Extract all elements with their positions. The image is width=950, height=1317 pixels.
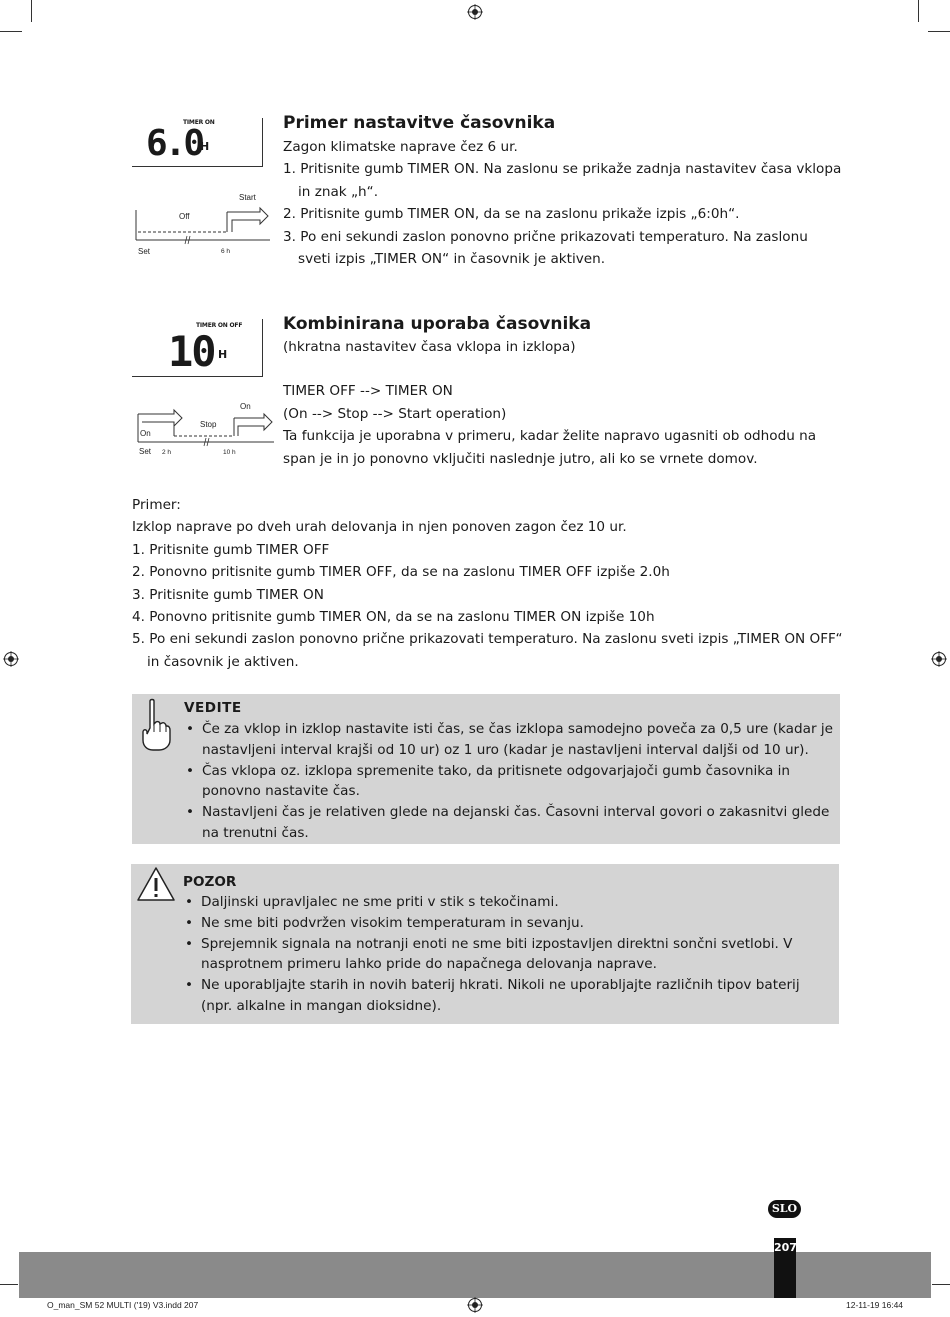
example-heading: Primer: [132,497,181,513]
paragraph: TIMER OFF --> TIMER ON [283,383,453,400]
print-datetime: 12-11-19 16:44 [846,1300,904,1310]
section-timer-example [283,112,843,270]
hours-label: 10 h [223,449,236,456]
step-item: 1. Pritisnite gumb TIMER ON. Na zaslonu se prikaže zadnja nastavitev časa vklopa in znak „h“. [283,161,842,200]
hours-label: 2 h [162,449,172,456]
set-label: Set [138,247,151,256]
on-label: On [240,402,251,411]
note-box [132,694,840,844]
lcd-unit: H [200,140,210,153]
note-list [184,719,834,844]
crop-mark [0,31,22,32]
step-item: 4. Ponovno pritisnite gumb TIMER ON, da se na zaslonu TIMER ON izpiše 10h [132,609,655,626]
list-item: • Sprejemnik signala na notranji enoti ne sme biti izpostavljen direktni sončni svetlobi. V nasprotnem primeru lahko pride do napačnega delovanja naprave. [183,934,833,976]
timer-on-diagram [132,188,272,260]
registration-mark-icon [3,651,19,667]
section-title: Primer nastavitve časovnika [283,113,556,133]
note-title: VEDITE [184,700,242,716]
list-item: • Ne sme biti podvržen visokim temperaturam in sevanju. [183,913,833,934]
list-item: • Čas vklopa oz. izklopa spremenite tako, da pritisnete odgovarjajoči gumb časovnika in ponovno nastavite čas. [184,761,834,803]
step-item: 3. Po eni sekundi zaslon ponovno prične prikazovati temperaturo. Na zaslonu sveti izpis „TIMER ON“ in časovnik je aktiven. [283,228,808,268]
paragraph: (On --> Stop --> Start operation) [283,405,507,422]
page-number: 207 [774,1238,796,1298]
section-combined-timer [283,313,843,470]
list-item: • Ne uporabljajte starih in novih baterij hkrati. Nikoli ne uporabljajte različnih tipov baterij (npr. alkalne in mangan dioksidne). [183,975,833,1017]
crop-mark [31,0,32,22]
timer-on-off-diagram [134,396,279,460]
crop-mark [0,1284,18,1285]
list-item: • Če za vklop in izklop nastavite isti čas, se čas izklopa samodejno poveča za 0,5 ure (kadar je nastavljeni interval krajši od 10 ur) oz 1 uro (kadar je nastavljeni interval daljši od 10 ur). [184,719,834,761]
pointing-hand-icon [137,698,171,752]
registration-mark-icon [467,4,483,20]
on-label: On [140,429,151,438]
example-section [132,494,844,673]
step-item: 5. Po eni sekundi zaslon ponovno prične prikazovati temperaturo. Na zaslonu sveti izpis „TIMER ON OFF“ in časovnik je aktiven. [132,631,843,670]
warning-title: POZOR [183,874,237,890]
step-item: 2. Pritisnite gumb TIMER ON, da se na zaslonu prikaže izpis „6:0h“. [283,206,740,223]
section-title: Kombinirana uporaba časovnika [283,314,592,334]
list-item: • Nastavljeni čas je relativen glede na dejanski čas. Časovni interval govori o zakasnitvi glede na trenutni čas. [184,802,834,844]
paragraph: (hkratna nastavitev časa vklopa in izklopa) [283,339,576,355]
registration-mark-icon [467,1297,483,1313]
step-item: 1. Pritisnite gumb TIMER OFF [132,541,330,558]
paragraph: Izklop naprave po dveh urah delovanja in njen ponoven zagon čez 10 ur. [132,519,627,536]
lcd-digits: 6.0 [146,123,203,164]
lcd-timer-label: TIMER ON OFF [196,322,243,329]
warning-triangle-icon [136,866,176,902]
list-item: • Daljinski upravljalec ne sme priti v stik s tekočinami. [183,892,833,913]
paragraph: Zagon klimatske naprave čez 6 ur. [283,139,518,155]
crop-mark [918,0,919,22]
warning-list [183,892,833,1017]
file-slug: O_man_SM 52 MULTI ('19) V3.indd 207 [47,1300,199,1310]
lcd-unit: H [218,348,228,361]
set-label: Set [139,447,152,456]
stop-label: Stop [200,420,217,429]
paragraph: Ta funkcija je uporabna v primeru, kadar želite napravo ugasniti ob odhodu na span je in jo ponovno vključiti naslednje jutro, ali ko se vrnete domov. [283,428,817,467]
language-badge: SLO [768,1200,801,1218]
hours-label: 6 h [221,248,231,255]
step-item: 2. Ponovno pritisnite gumb TIMER OFF, da se na zaslonu TIMER OFF izpiše 2.0h [132,564,670,581]
step-item: 3. Pritisnite gumb TIMER ON [132,586,324,603]
off-label: Off [179,212,190,221]
warning-box [131,864,839,1024]
registration-mark-icon [931,651,947,667]
start-label: Start [239,193,256,202]
crop-mark [932,1284,950,1285]
lcd-timer-label: TIMER ON [183,119,215,126]
crop-mark [928,31,950,32]
lcd-digits: 10 [168,327,215,376]
